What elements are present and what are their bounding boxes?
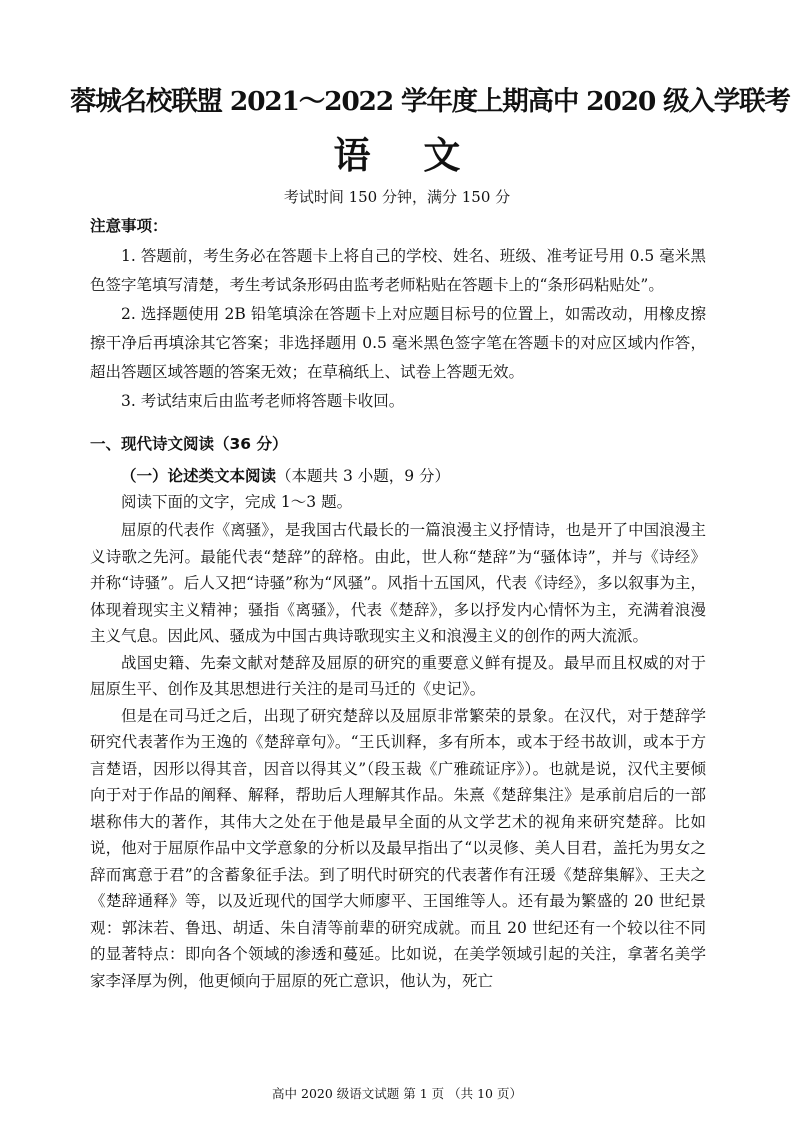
section-heading: 一、现代诗文阅读（36 分） xyxy=(90,435,288,453)
notice-item: 2. 选择题使用 2B 铅笔填涂在答题卡上对应题目标号的位置上，如需改动，用橡皮擦擦干净后再填涂其它答案；非选择题用 0.5 毫米黑色签字笔在答题卡的对应区域内作答，超出答题区域答题的答案无效；在草稿纸上、试卷上答题无效。 xyxy=(90,305,706,381)
notice-list xyxy=(90,242,706,416)
notice-item: 1. 答题前，考生务必在答题卡上将自己的学校、姓名、班级、准考证号用 0.5 毫米黑色签字笔填写清楚，考生考试条形码由监考老师粘贴在答题卡上的“条形码粘贴处”。 xyxy=(90,247,706,294)
notice-item: 3. 考试结束后由监考老师将答题卡收回。 xyxy=(121,392,405,410)
passage-paragraph: 屈原的代表作《离骚》，是我国古代最长的一篇浪漫主义抒情诗，也是开了中国浪漫主义诗歌之先河。最能代表“楚辞”的辞格。由此，世人称“楚辞”为“骚体诗”，并与《诗经》并称“诗骚”。后人又把“诗骚”称为“风骚”。风指十五国风，代表《诗经》，多以叙事为主，体现着现实主义精神；骚指《离骚》，代表《楚辞》，多以抒发内心情怀为主，充满着浪漫主义气息。因此风、骚成为中国古典诗歌现实主义和浪漫主义的创作的两大流派。 xyxy=(90,521,706,645)
passage-paragraph: 战国史籍、先秦文献对楚辞及屈原的研究的重要意义鲜有提及。最早而且权威的对于屈原生平、创作及其思想进行关注的是司马迁的《史记》。 xyxy=(90,653,706,698)
exam-time-info: 考试时间 150 分钟，满分 150 分 xyxy=(283,188,511,206)
page-footer: 高中 2020 级语文试题 第 1 页 （共 10 页） xyxy=(272,1086,522,1101)
exam-title: 蓉城名校联盟 2021～2022 学年度上期高中 2020 级入学联考 xyxy=(70,86,790,117)
reading-passage xyxy=(90,517,706,994)
subsection-heading xyxy=(121,464,450,488)
notice-heading: 注意事项： xyxy=(90,217,168,235)
subsection-note: （本题共 3 小题，9 分） xyxy=(276,467,451,485)
subject-title: 语 文 xyxy=(333,133,481,177)
reading-instruction: 阅读下面的文字，完成 1～3 题。 xyxy=(121,493,353,511)
subsection-title: （一）论述类文本阅读 xyxy=(121,467,277,485)
passage-paragraph: 但是在司马迁之后，出现了研究楚辞以及屈原非常繁荣的景象。在汉代，对于楚辞学研究代表著作为王逸的《楚辞章句》。“王氏训释，多有所本，或本于经书故训，或本于方言楚语，因形以得其音，因音以得其义”（段玉裁《广雅疏证序》）。也就是说，汉代主要倾向于对于作品的阐释、解释，帮助后人理解其作品。朱熹《楚辞集注》是承前启后的一部堪称伟大的著作，其伟大之处在于他是最早全面的从文学艺术的视角来研究楚辞。比如说，他对于屈原作品中文学意象的分析以及最早指出了“以灵修、美人目君，盖托为男女之辞而寓意于君”的含蓄象征手法。到了明代时研究的代表著作有汪瑗《楚辞集解》、王夫之《楚辞通释》等，以及近现代的国学大师廖平、王国维等人。还有最为繁盛的 20 世纪景观：郭沫若、鲁迅、胡适、朱自清等前辈的研究成就。而且 20 世纪还有一个较以往不同的显著特点：即向各个领域的渗透和蔓延。比如说，在美学领域引起的关注，拿著名美学家李泽厚为例，他更倾向于屈原的死亡意识，他认为，死亡 xyxy=(90,706,706,990)
